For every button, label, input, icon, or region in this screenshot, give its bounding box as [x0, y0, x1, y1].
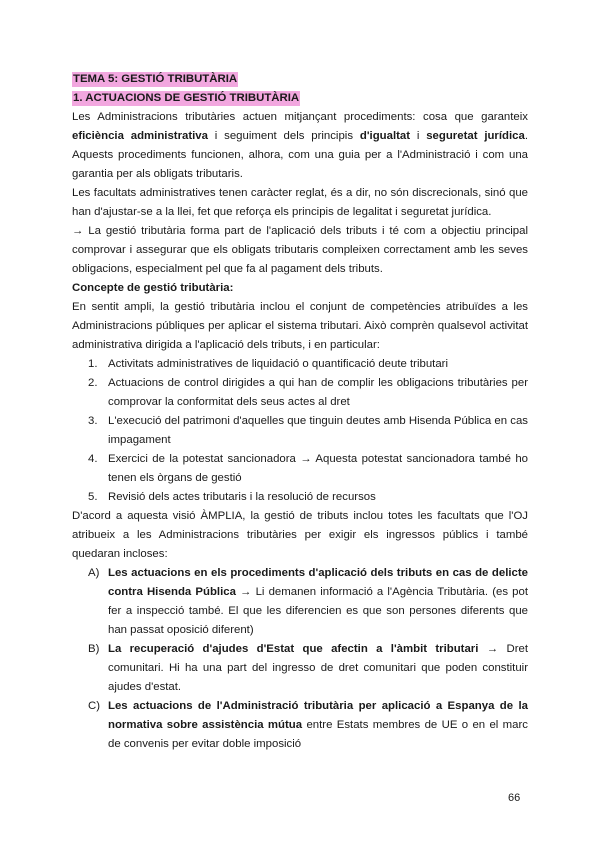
list-item [72, 640, 528, 697]
intro-text-1: Les Administracions tributàries actuen mitjançant procediments: cosa que garanteix [72, 111, 528, 123]
list-marker: C) [88, 700, 101, 712]
list-item [72, 412, 528, 450]
list-item [72, 488, 528, 507]
concept-paragraph: En sentit ampli, la gestió tributària inclou el conjunt de competències atribuïdes a les Administracions públiques per aplicar el sistema tributari. Això comprèn qualsevol activitat administrativa dirigida a l'aplicació dels tributs, i en particular: [72, 301, 528, 351]
list-item-text: Activitats administratives de liquidació o quantificació deute tributari [108, 358, 448, 370]
list-item-text: → Li demanen informació a l'Agència Tributària. (es pot fer a inspecció també. El que les diferencien es que son persones diferents que han passat oposició diferent) [108, 586, 528, 636]
topic-title: TEMA 5: GESTIÓ TRIBUTÀRIA [73, 73, 238, 85]
intro-bold-equality: d'igualtat [359, 130, 411, 142]
intro-bold-legal-security: seguretat jurídica [426, 130, 525, 142]
concept-heading: Concepte de gestió tributària: [72, 282, 234, 294]
intro-bold-efficiency: eficiència administrativa [72, 130, 208, 142]
list-item [72, 697, 528, 754]
intro-text-4: . Aquests procediments funcionen, alhora, com una guia per a l'Administració i com una garantia per als obligats tributaris. [72, 130, 528, 180]
page-content [72, 70, 528, 754]
section-title: 1. ACTUACIONS DE GESTIÓ TRIBUTÀRIA [73, 92, 300, 104]
numbered-list [72, 355, 528, 507]
list-item-text: Revisió dels actes tributaris i la resolució de recursos [108, 491, 376, 503]
regulated-powers-paragraph: Les facultats administratives tenen caràcter reglat, és a dir, no són discrecionals, sinó que han d'ajustar-se a la llei, fet que reforça els principis de legalitat i seguretat jurídica. [72, 187, 528, 218]
lettered-list [72, 564, 528, 754]
list-item-text: Exercici de la potestat sancionadora → Aquesta potestat sancionadora també ho tenen els òrgans de gestió [108, 453, 528, 484]
list-item [72, 355, 528, 374]
list-marker: 4. [88, 453, 98, 465]
list-item-bold: La recuperació d'ajudes d'Estat que afectin a l'àmbit tributari [108, 643, 479, 655]
list-item-bold: Les actuacions en els procediments d'aplicació dels tributs en cas de delicte contra Hisenda Pública [108, 567, 528, 598]
list-marker: 1. [88, 358, 98, 370]
list-item-text: → Dret comunitari. Hi ha una part del ingresso de dret comunitari que poden constituir ajudes d'estat. [108, 643, 528, 693]
list-marker: 5. [88, 491, 98, 503]
list-item [72, 564, 528, 640]
intro-text-2: i seguiment dels principis [207, 130, 360, 142]
list-marker: 2. [88, 377, 98, 389]
list-marker: B) [88, 643, 100, 655]
list-item [72, 374, 528, 412]
objective-paragraph: → La gestió tributària forma part de l'aplicació dels tributs i té com a objectiu principal comprovar i assegurar que els obligats tributaris compleixen correctament amb les seves obligacions, especialment pel que fa al pagament dels tributs. [72, 225, 528, 275]
list-item-text: entre Estats membres de UE o en el marc de convenis per evitar doble imposició [108, 719, 528, 750]
list-item [72, 450, 528, 488]
list-marker: A) [88, 567, 100, 579]
list-item-bold: Les actuacions de l'Administració tributària per aplicació a Espanya de la normativa sobre assistència mútua [108, 700, 528, 731]
page-number: 66 [508, 792, 521, 804]
list-item-text: Actuacions de control dirigides a qui han de complir les obligacions tributàries per comprovar la conformitat dels seus actes al dret [108, 377, 528, 408]
broad-view-paragraph: D'acord a aquesta visió ÀMPLIA, la gestió de tributs inclou totes les facultats que l'OJ atribueix a les Administracions tributàries per exigir els ingressos públics i també quedaran incloses: [72, 510, 528, 560]
list-marker: 3. [88, 415, 98, 427]
intro-text-3: i [410, 130, 427, 142]
intro-paragraph [72, 108, 528, 184]
list-item-text: L'execució del patrimoni d'aquelles que tinguin deutes amb Hisenda Pública en cas impagament [108, 415, 528, 446]
